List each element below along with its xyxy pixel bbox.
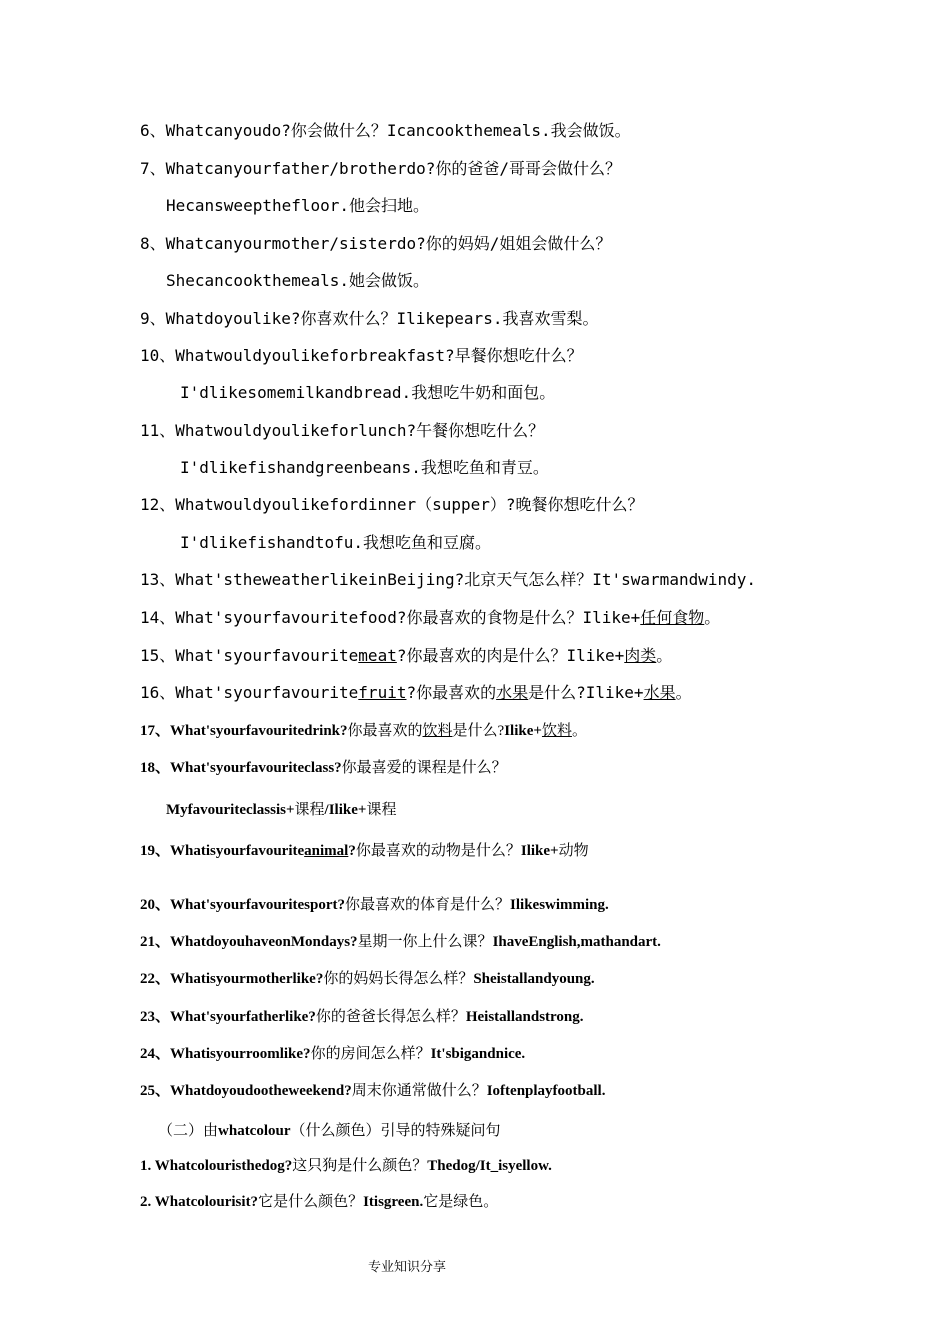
question-15-text: 15、What'syourfavourite: [140, 646, 359, 665]
question-10: 10、Whatwouldyoulikeforbreakfast?早餐你想吃什么？: [140, 346, 583, 365]
question-24-cn: 你的房间怎么样？: [310, 1046, 431, 1062]
question-17-end: 。: [571, 723, 587, 739]
drink-answer-underlined: 饮料: [541, 723, 572, 739]
colour-question-2-answer-cn: 它是绿色。: [423, 1194, 499, 1210]
question-24-answer: It'sbigandnice.: [430, 1046, 526, 1062]
question-25-cn: 周末你通常做什么？: [351, 1083, 487, 1099]
colour-question-1-answer: Thedog/It_isyellow.: [427, 1158, 552, 1174]
section-heading-whatcolour: [158, 1119, 501, 1140]
colour-question-1: [140, 1154, 552, 1175]
question-20-cn: 你最喜欢的体育是什么？: [345, 897, 511, 913]
question-14-end: 。: [704, 608, 721, 627]
question-24-en: 24、Whatisyourroomlike?: [140, 1046, 311, 1062]
question-17-cn: 你最喜欢的: [347, 723, 423, 739]
question-22-en: 22、Whatisyourmotherlike?: [140, 971, 324, 987]
question-25: [140, 1079, 605, 1100]
answer-11: I'dlikefishandgreenbeans.我想吃鱼和青豆。: [180, 458, 549, 477]
question-16: [140, 680, 692, 703]
answer-18-en: Myfavouriteclassis+: [166, 802, 295, 818]
question-21: [140, 930, 661, 951]
question-18-cn: 你最喜爱的课程是什么？: [341, 760, 507, 776]
fruit-cn-underlined: 水果: [496, 683, 529, 702]
question-12: 12、Whatwouldyoulikefordinner（supper）?晚餐你想吃什么？: [140, 495, 644, 514]
question-16-end: 。: [675, 683, 692, 702]
any-food-underlined: 任何食物: [640, 608, 705, 627]
question-23-answer: Heistallandstrong.: [465, 1009, 584, 1025]
question-22-cn: 你的妈妈长得怎么样？: [323, 971, 474, 987]
colour-question-2: [140, 1190, 498, 1211]
question-17-cn2: 是什么?: [452, 723, 505, 739]
question-16-mid2: 是什么?Ilike+: [528, 683, 644, 702]
question-22: [140, 967, 595, 988]
colour-question-2-en: 2. Whatcolourisit?: [140, 1194, 259, 1210]
answer-18: [166, 798, 396, 819]
question-8: 8、Whatcanyourmother/sisterdo?你的妈妈/姐姐会做什么？: [140, 234, 612, 253]
question-17-answer: Ilike+: [504, 723, 542, 739]
answer-12: I'dlikefishandtofu.我想吃鱼和豆腐。: [180, 533, 492, 552]
section-heading-suffix: （什么颜色）引导的特殊疑问句: [290, 1123, 501, 1139]
question-21-answer: IhaveEnglish,mathandart.: [492, 934, 661, 950]
meat-underlined: meat: [358, 646, 397, 665]
question-15: [140, 643, 672, 666]
question-14: [140, 605, 720, 628]
question-25-answer: Ioftenplayfootball.: [486, 1083, 606, 1099]
question-16-text: 16、What'syourfavourite: [140, 683, 359, 702]
question-19-mark: ?: [348, 843, 356, 859]
answer-18-class2: 课程: [366, 802, 397, 818]
question-11: 11、Whatwouldyoulikeforlunch?午餐你想吃什么？: [140, 421, 545, 440]
colour-question-1-cn: 这只狗是什么颜色？: [292, 1158, 428, 1174]
section-heading-keyword: whatcolour: [218, 1123, 291, 1139]
question-19-answer: Ilike+: [520, 843, 559, 859]
question-7: 7、Whatcanyourfather/brotherdo?你的爸爸/哥哥会做什么？: [140, 159, 621, 178]
answer-18-en2: /Ilike+: [324, 802, 367, 818]
question-23-en: 23、What'syourfatherlike?: [140, 1009, 316, 1025]
page-footer: [0, 1256, 950, 1276]
question-20: [140, 893, 609, 914]
answer-10: I'dlikesomemilkandbread.我想吃牛奶和面包。: [180, 383, 556, 402]
question-24: [140, 1042, 525, 1063]
question-6: 6、Whatcanyoudo?你会做什么？Icancookthemeals.我会做饭。: [140, 121, 631, 140]
animal-underlined: animal: [304, 843, 349, 859]
question-16-mid: ?你最喜欢的: [406, 683, 497, 702]
question-23: [140, 1005, 584, 1026]
meat-type-underlined: 肉类: [624, 646, 657, 665]
answer-18-class: 课程: [294, 802, 325, 818]
question-14-text: 14、What'syourfavouritefood?你最喜欢的食物是什么？Ilike+: [140, 608, 641, 627]
question-21-en: 21、WhatdoyouhaveonMondays?: [140, 934, 358, 950]
colour-question-2-answer: Itisgreen.: [363, 1194, 424, 1210]
question-21-cn: 星期一你上什么课？: [357, 934, 493, 950]
question-17-en: 17、What'syourfavouritedrink?: [140, 723, 348, 739]
colour-question-2-cn: 它是什么颜色？: [258, 1194, 364, 1210]
question-20-answer: Ilikeswimming.: [510, 897, 609, 913]
colour-question-1-en: 1. Whatcolouristhedog?: [140, 1158, 293, 1174]
question-15-mid: ?你最喜欢的肉是什么？Ilike+: [396, 646, 625, 665]
question-22-answer: Sheistallandyoung.: [473, 971, 595, 987]
question-25-en: 25、Whatdoyoudootheweekend?: [140, 1083, 352, 1099]
question-23-cn: 你的爸爸长得怎么样？: [315, 1009, 466, 1025]
question-19: [140, 839, 589, 860]
question-19-animal: 动物: [558, 843, 589, 859]
question-18: [140, 756, 507, 777]
fruit-answer-underlined: 水果: [643, 683, 676, 702]
question-9: 9、Whatdoyoulike?你喜欢什么？Ilikepears.我喜欢雪梨。: [140, 309, 599, 328]
question-20-en: 20、What'syourfavouritesport?: [140, 897, 345, 913]
question-17: [140, 719, 587, 740]
drink-cn-underlined: 饮料: [422, 723, 453, 739]
question-19-en: 19、Whatisyourfavourite: [140, 843, 305, 859]
answer-8: Shecancookthemeals.她会做饭。: [166, 271, 430, 290]
question-13: 13、What'stheweatherlikeinBeijing?北京天气怎么样？It'swarmandwindy.: [140, 570, 757, 589]
section-heading-prefix: （二）由: [158, 1123, 219, 1139]
question-19-cn: 你最喜欢的动物是什么？: [355, 843, 521, 859]
footer-text: 专业知识分享: [367, 1259, 446, 1274]
question-18-en: 18、What'syourfavouriteclass?: [140, 760, 342, 776]
answer-7: Hecansweepthefloor.他会扫地。: [166, 196, 430, 215]
fruit-underlined: fruit: [358, 683, 407, 702]
question-15-end: 。: [656, 646, 673, 665]
